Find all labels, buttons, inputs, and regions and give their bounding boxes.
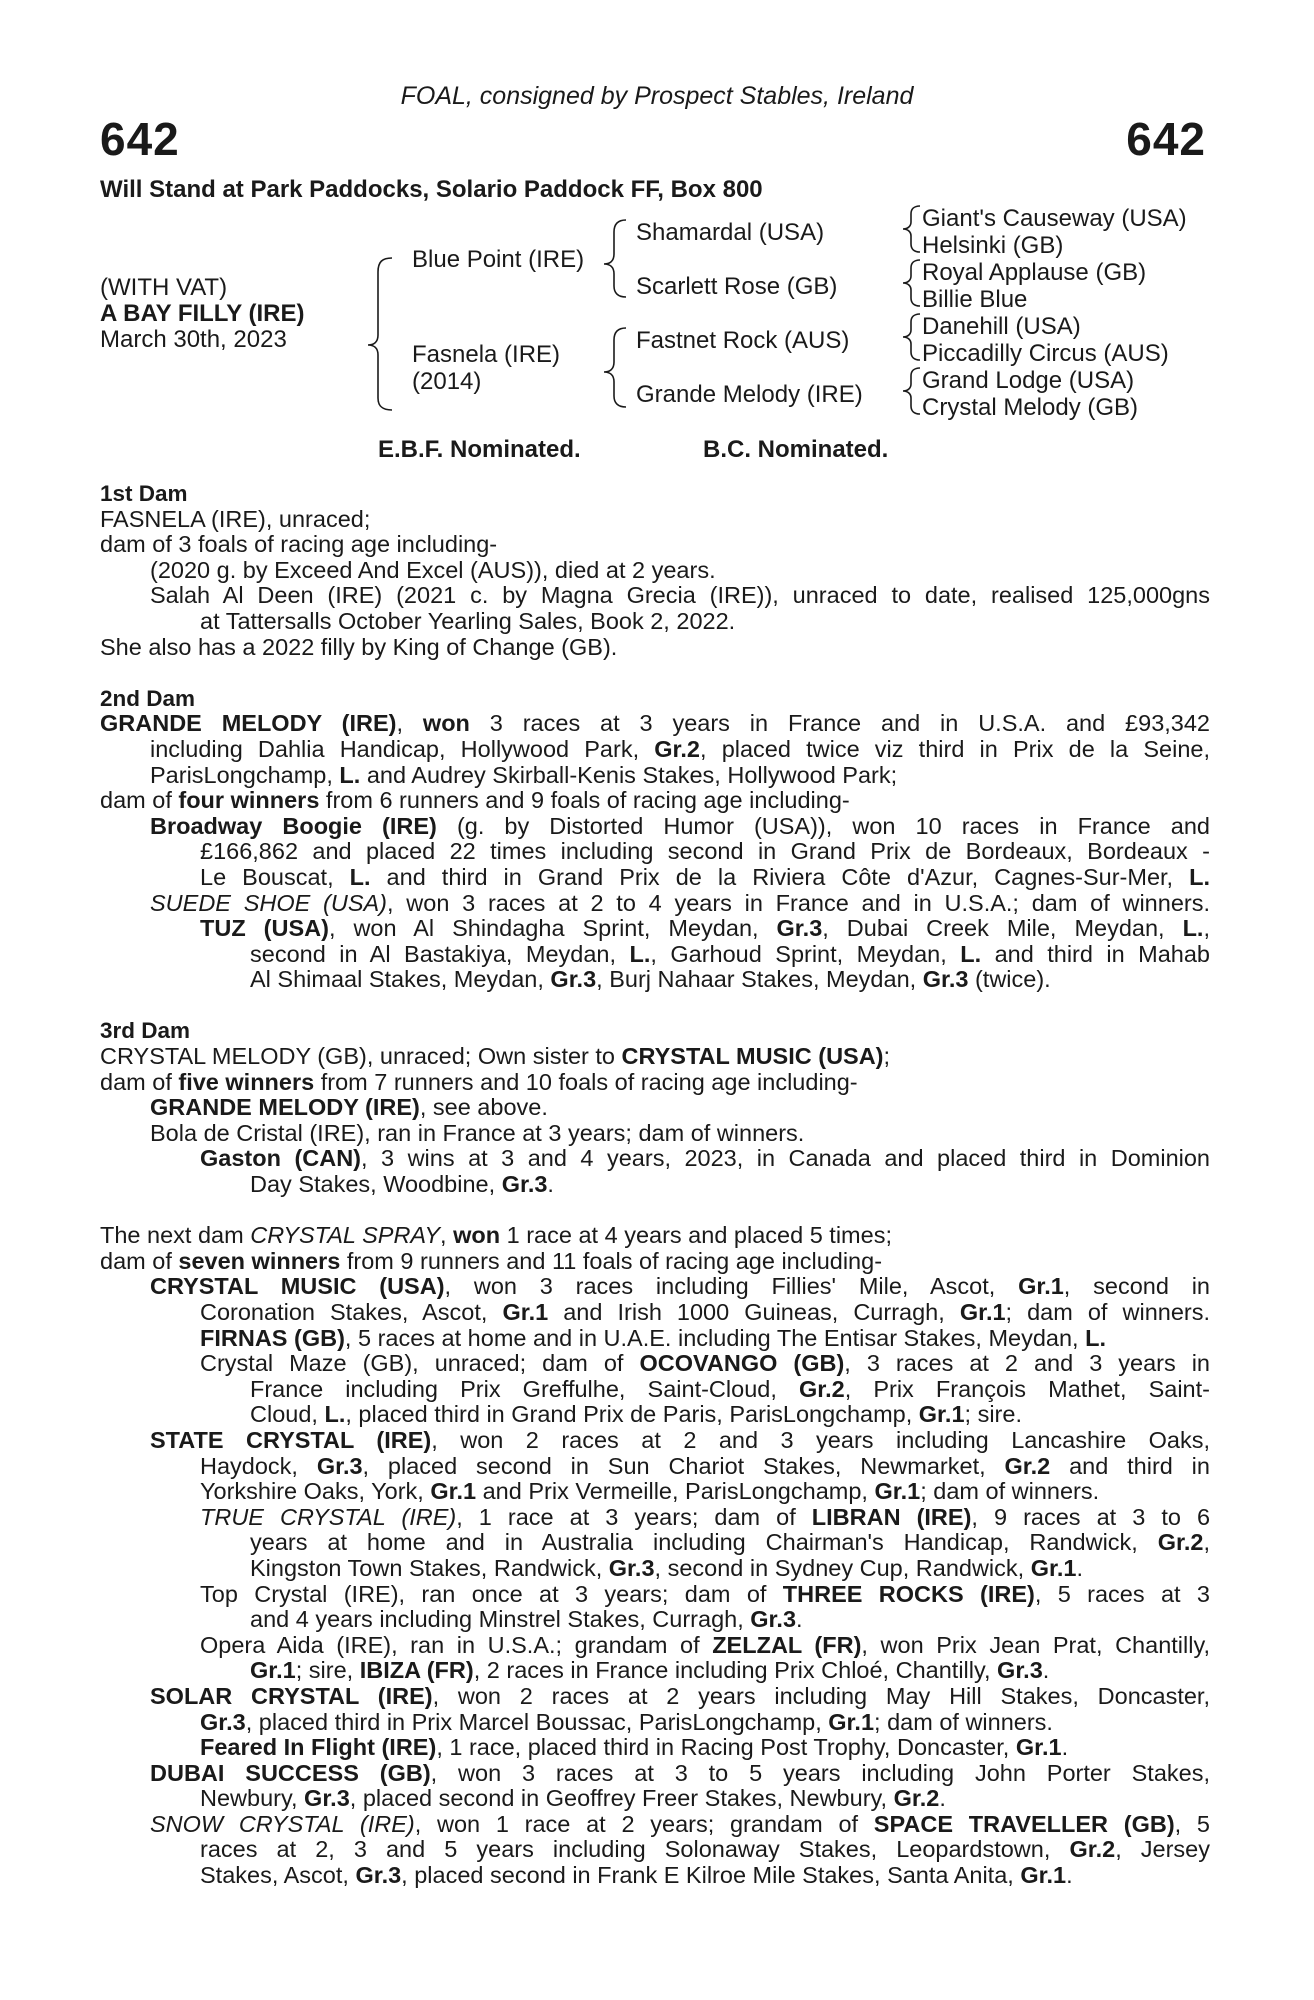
next-dam-line: and 4 years including Minstrel Stakes, Curragh, Gr.3. — [250, 1606, 803, 1633]
sire-sire: Shamardal (USA) — [636, 219, 825, 246]
second-dam-line: second in Al Bastakiya, Meydan, L., Garhoud Sprint, Meydan, L. and third in Mahab — [250, 941, 1210, 967]
second-dam-line: £166,862 and placed 22 times including second in Grand Prix de Bordeaux, Bordeaux - — [200, 839, 1210, 865]
horse-name: A BAY FILLY (IRE) — [100, 300, 305, 327]
third-dam-line: Bola de Cristal (IRE), ran in France at 3 years; dam of winners. — [150, 1119, 805, 1146]
second-dam-line: including Dahlia Handicap, Hollywood Park, Gr.2, placed twice viz third in Prix de la Seine, — [150, 736, 1210, 762]
brace-ss — [903, 206, 920, 252]
ggdam-4: Crystal Melody (GB) — [922, 394, 1139, 421]
second-dam-line: dam of four winners from 6 runners and 9 foals of racing age including- — [100, 787, 850, 814]
ggdam-3: Piccadilly Circus (AUS) — [922, 340, 1169, 367]
sire-name: Blue Point (IRE) — [412, 246, 585, 273]
next-dam-line: SOLAR CRYSTAL (IRE), won 2 races at 2 years including May Hill Stakes, Doncaster, — [150, 1683, 1210, 1709]
third-dam-line: GRANDE MELODY (IRE), see above. — [150, 1094, 548, 1121]
section-heading-3rd-dam: 3rd Dam — [100, 1018, 191, 1044]
first-dam-line: at Tattersalls October Yearling Sales, Book 2, 2022. — [200, 607, 736, 634]
ggsire-2: Royal Applause (GB) — [922, 259, 1147, 286]
next-dam-line: Feared In Flight (IRE), 1 race, placed third in Racing Post Trophy, Doncaster, Gr.1. — [200, 1734, 1069, 1761]
section-heading-2nd-dam: 2nd Dam — [100, 685, 196, 711]
ebf-nomination: E.B.F. Nominated. — [378, 436, 581, 463]
second-dam-line: GRANDE MELODY (IRE), won 3 races at 3 years in France and in U.S.A. and £93,342 — [100, 711, 1210, 737]
first-dam-line: She also has a 2022 filly by King of Change (GB). — [100, 633, 618, 660]
next-dam-line: SNOW CRYSTAL (IRE), won 1 race at 2 years; grandam of SPACE TRAVELLER (GB), 5 — [150, 1811, 1210, 1837]
next-dam-line: Kingston Town Stakes, Randwick, Gr.3, second in Sydney Cup, Randwick, Gr.1. — [250, 1554, 1083, 1581]
brace-main — [368, 258, 392, 410]
next-dam-line: Top Crystal (IRE), ran once at 3 years; dam of THREE ROCKS (IRE), 5 races at 3 — [200, 1581, 1210, 1607]
bc-nomination: B.C. Nominated. — [703, 436, 889, 463]
catalogue-body — [100, 481, 1210, 1889]
brace-sire — [604, 220, 626, 297]
next-dam-line: DUBAI SUCCESS (GB), won 3 races at 3 to 5 years including John Porter Stakes, — [150, 1760, 1210, 1786]
next-dam-line: Cloud, L., placed third in Grand Prix de Paris, ParisLongchamp, Gr.1; sire. — [250, 1401, 1022, 1428]
third-dam-line: Gaston (CAN), 3 wins at 3 and 4 years, 2023, in Canada and placed third in Dominion — [200, 1146, 1210, 1172]
next-dam-line: Haydock, Gr.3, placed second in Sun Chariot Stakes, Newmarket, Gr.2 and third in — [200, 1453, 1210, 1479]
second-dam-line: SUEDE SHOE (USA), won 3 races at 2 to 4 years in France and in U.S.A.; dam of winners. — [150, 890, 1210, 916]
next-dam-line: Opera Aida (IRE), ran in U.S.A.; grandam of ZELZAL (FR), won Prix Jean Prat, Chantilly, — [200, 1632, 1210, 1658]
first-dam-line: Salah Al Deen (IRE) (2021 c. by Magna Grecia (IRE)), unraced to date, realised 125,000gns — [150, 583, 1210, 609]
ggdam-1: Helsinki (GB) — [922, 232, 1064, 259]
lot-number-right: 642 — [1126, 113, 1206, 165]
sire-dam: Scarlett Rose (GB) — [636, 273, 838, 300]
next-dam-line: FIRNAS (GB), 5 races at home and in U.A.E. including The Entisar Stakes, Meydan, L. — [200, 1324, 1107, 1351]
next-dam-line: Crystal Maze (GB), unraced; dam of OCOVANGO (GB), 3 races at 2 and 3 years in — [200, 1351, 1210, 1377]
next-dam-line: France including Prix Greffulhe, Saint-Cloud, Gr.2, Prix François Mathet, Saint- — [250, 1376, 1210, 1402]
ggsire-3: Danehill (USA) — [922, 313, 1081, 340]
first-dam-line: FASNELA (IRE), unraced; — [100, 505, 371, 532]
next-dam-line: Newbury, Gr.3, placed second in Geoffrey Freer Stakes, Newbury, Gr.2. — [200, 1785, 946, 1812]
vat-note: (WITH VAT) — [100, 274, 228, 301]
consignor-line: FOAL, consigned by Prospect Stables, Ireland — [400, 82, 914, 110]
stand-location: Will Stand at Park Paddocks, Solario Paddock FF, Box 800 — [100, 176, 763, 203]
next-dam-line: Coronation Stakes, Ascot, Gr.1 and Irish 1000 Guineas, Curragh, Gr.1; dam of winners. — [200, 1300, 1210, 1325]
brace-ds — [903, 314, 920, 360]
third-dam-line: dam of five winners from 7 runners and 10 foals of racing age including- — [100, 1068, 858, 1095]
next-dam-line: STATE CRYSTAL (IRE), won 2 races at 2 and 3 years including Lancashire Oaks, — [150, 1427, 1210, 1453]
brace-sd — [903, 260, 920, 306]
next-dam-line: races at 2, 3 and 5 years including Solonaway Stakes, Leopardstown, Gr.2, Jersey — [200, 1837, 1210, 1863]
dam-dam: Grande Melody (IRE) — [636, 381, 863, 408]
next-dam-line: Yorkshire Oaks, York, Gr.1 and Prix Vermeille, ParisLongchamp, Gr.1; dam of winners. — [200, 1478, 1100, 1505]
brace-dd — [903, 368, 920, 414]
dam-name: Fasnela (IRE) — [412, 341, 561, 368]
first-dam-line: (2020 g. by Exceed And Excel (AUS)), died at 2 years. — [150, 556, 716, 583]
third-dam-line: CRYSTAL MELODY (GB), unraced; Own sister to CRYSTAL MUSIC (USA); — [100, 1043, 891, 1070]
next-dam-line: Gr.1; sire, IBIZA (FR), 2 races in France including Prix Chloé, Chantilly, Gr.3. — [250, 1657, 1050, 1684]
ggdam-2: Billie Blue — [922, 286, 1028, 313]
next-dam-line: Gr.3, placed third in Prix Marcel Boussac, ParisLongchamp, Gr.1; dam of winners. — [200, 1708, 1053, 1735]
third-dam-line: Day Stakes, Woodbine, Gr.3. — [250, 1171, 554, 1198]
second-dam-line: TUZ (USA), won Al Shindagha Sprint, Meydan, Gr.3, Dubai Creek Mile, Meydan, L., — [200, 916, 1210, 942]
next-dam-line: years at home and in Australia including Chairman's Handicap, Randwick, Gr.2, — [250, 1530, 1210, 1556]
section-heading-1st-dam: 1st Dam — [100, 481, 188, 506]
second-dam-line: Le Bouscat, L. and third in Grand Prix de la Riviera Côte d'Azur, Cagnes-Sur-Mer, L. — [200, 864, 1210, 890]
first-dam-line: dam of 3 foals of racing age including- — [100, 531, 498, 558]
foaling-date: March 30th, 2023 — [100, 326, 287, 353]
second-dam-line: Broadway Boogie (IRE) (g. by Distorted Humor (USA)), won 10 races in France and — [150, 813, 1210, 839]
next-dam-line: CRYSTAL MUSIC (USA), won 3 races including Fillies' Mile, Ascot, Gr.1, second in — [150, 1274, 1210, 1300]
next-dam-line: dam of seven winners from 9 runners and 11 foals of racing age including- — [100, 1247, 883, 1274]
next-dam-line: TRUE CRYSTAL (IRE), 1 race at 3 years; dam of LIBRAN (IRE), 9 races at 3 to 6 — [200, 1504, 1210, 1530]
second-dam-line: ParisLongchamp, L. and Audrey Skirball-Kenis Stakes, Hollywood Park; — [150, 761, 898, 788]
ggsire-1: Giant's Causeway (USA) — [922, 205, 1187, 232]
second-dam-line: Al Shimaal Stakes, Meydan, Gr.3, Burj Nahaar Stakes, Meydan, Gr.3 (twice). — [250, 966, 1051, 993]
dam-year: (2014) — [412, 368, 482, 395]
dam-sire: Fastnet Rock (AUS) — [636, 327, 850, 354]
ggsire-4: Grand Lodge (USA) — [922, 367, 1135, 394]
lot-number-left: 642 — [100, 113, 180, 165]
next-dam-line: The next dam CRYSTAL SPRAY, won 1 race at 4 years and placed 5 times; — [100, 1222, 892, 1249]
brace-dam — [604, 328, 626, 407]
next-dam-line: Stakes, Ascot, Gr.3, placed second in Frank E Kilroe Mile Stakes, Santa Anita, Gr.1. — [200, 1862, 1073, 1889]
